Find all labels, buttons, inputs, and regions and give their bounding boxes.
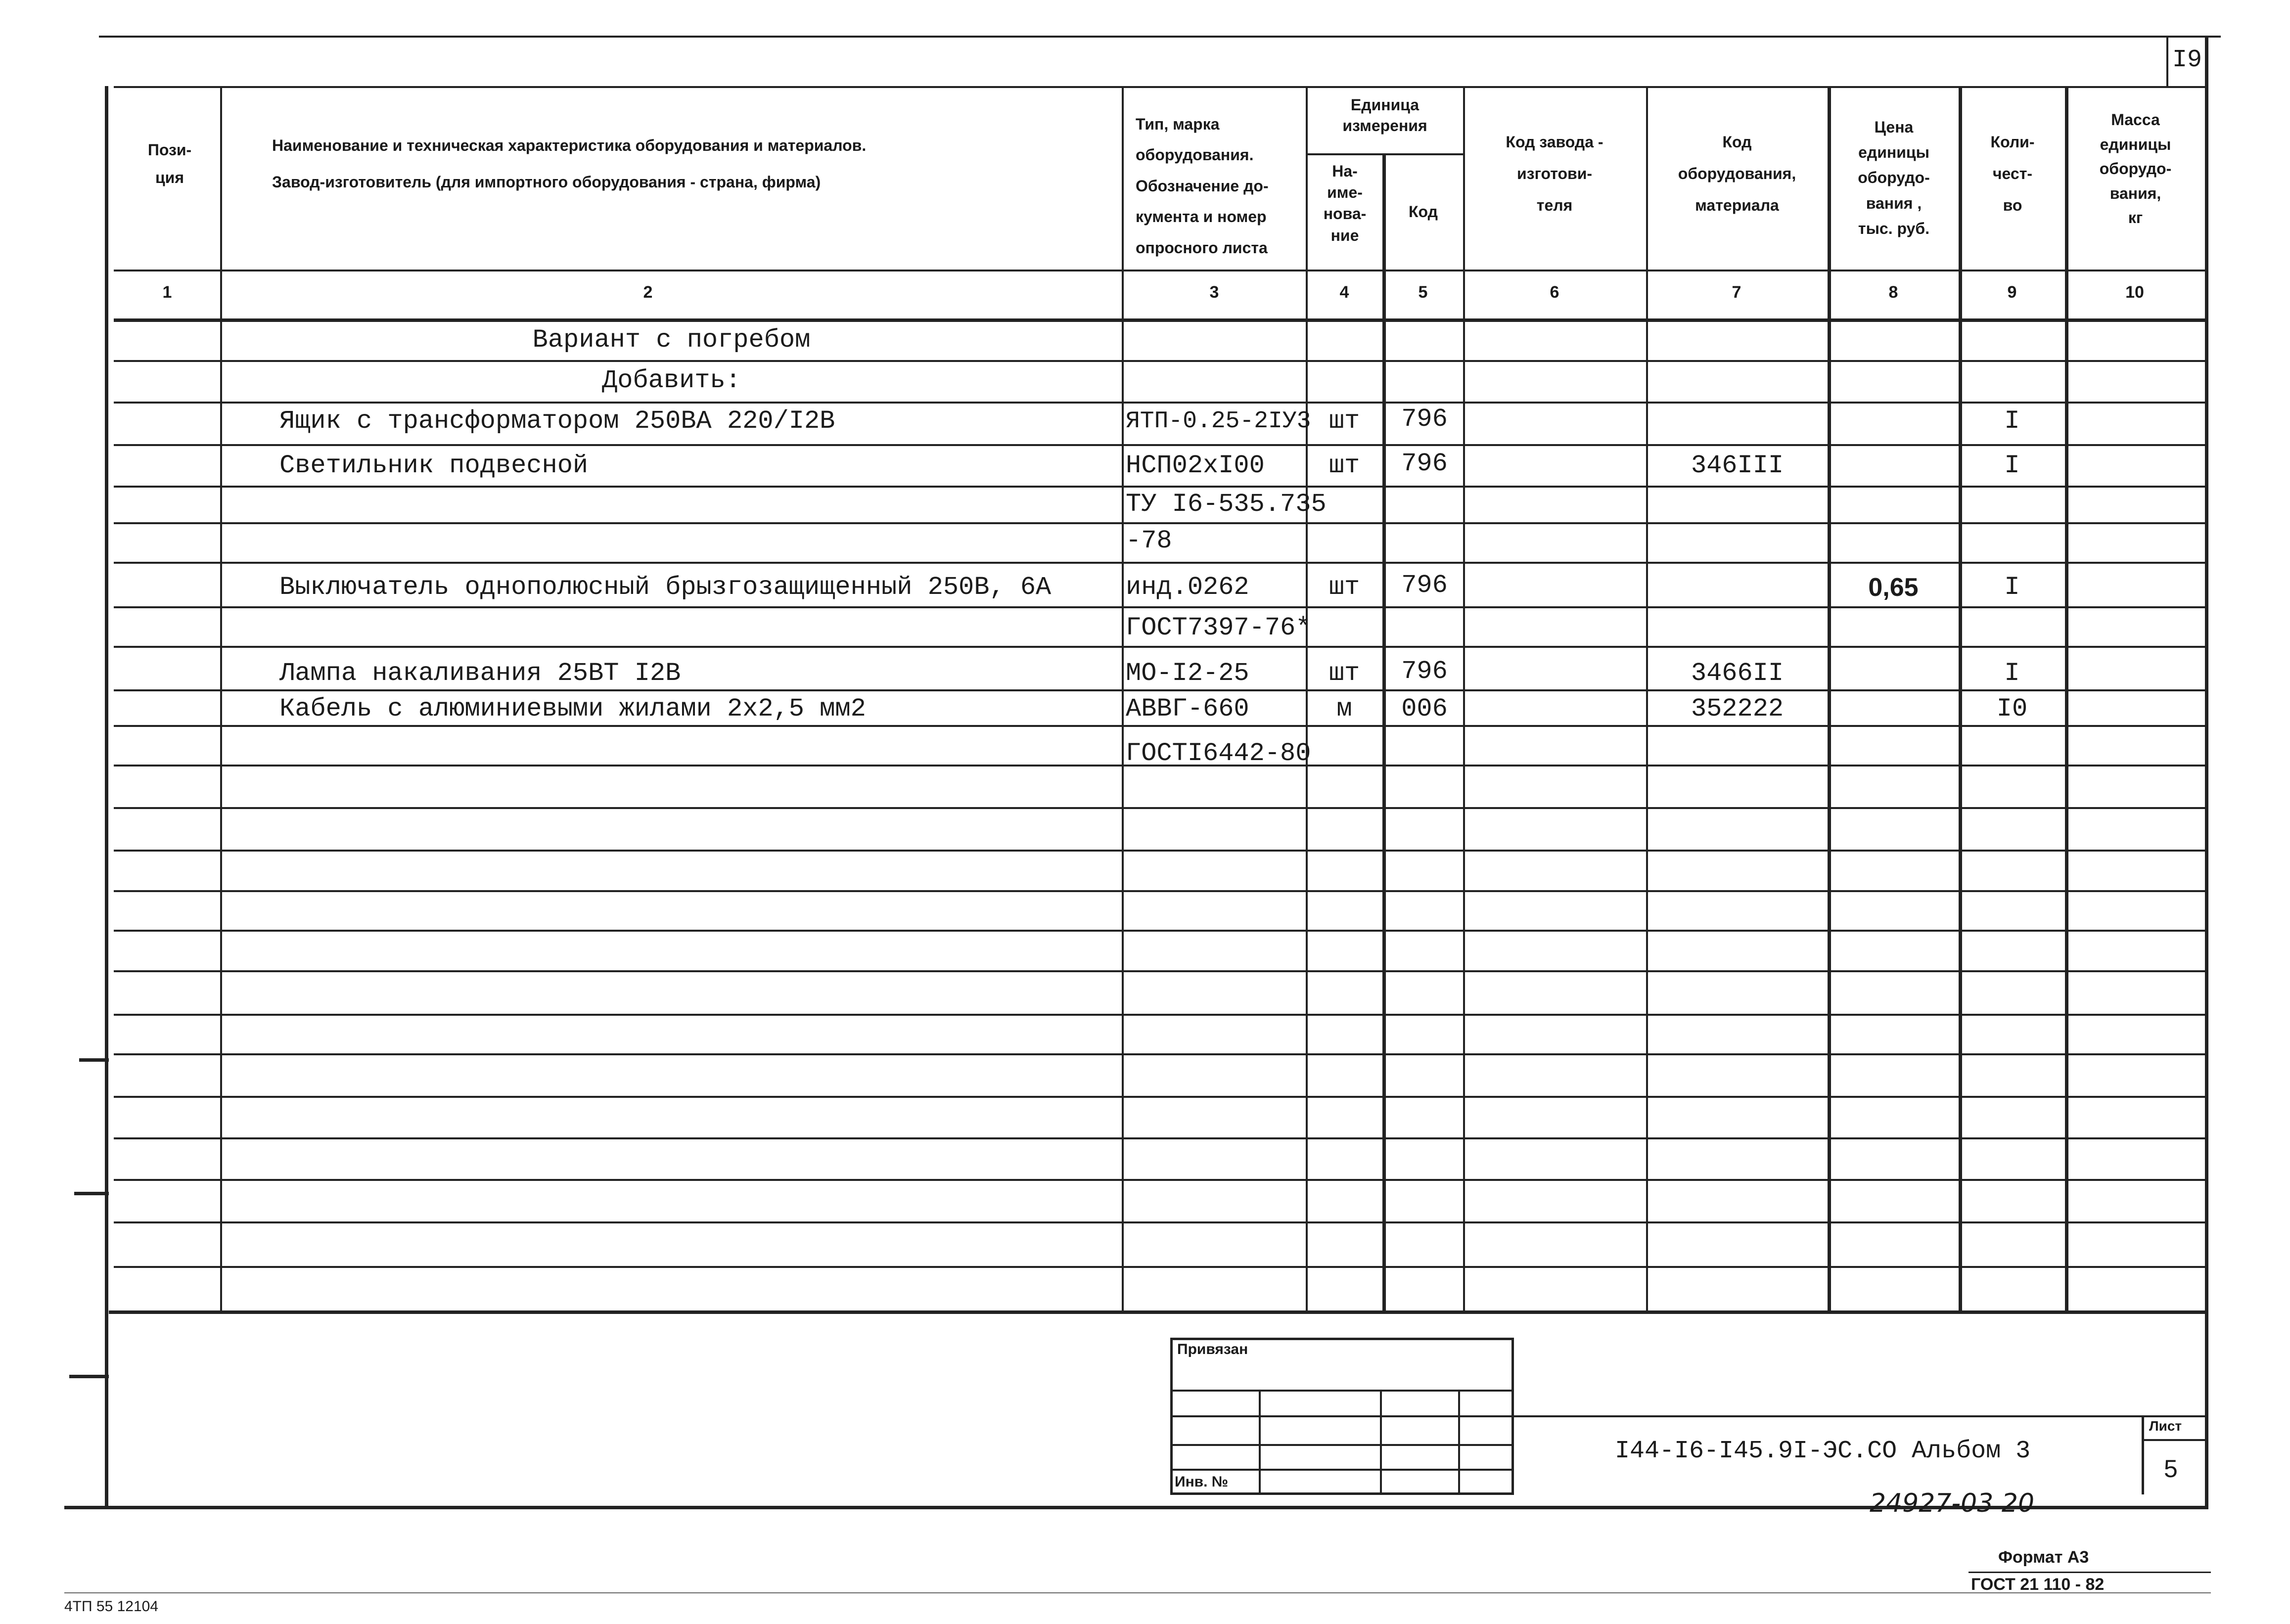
row-separator [114,606,2206,608]
header-col3-line: Тип, марка [1136,115,1220,133]
row-type: МО-I2-25 [1126,659,1249,688]
header-col2-line2: Завод-изготовитель (для импортного оборудования - страна, фирма) [272,173,821,191]
header-col10-line: кг [2128,209,2143,227]
row-separator [114,1221,2206,1223]
bound-box-line [1170,1444,1514,1446]
sheet-box-line [2142,1439,2205,1441]
document-code: I44-I6-I45.9I-ЭС.СО Альбом 3 [1615,1437,2031,1465]
col-divider-4 [1382,153,1386,1310]
sheet-label: Лист [2149,1418,2182,1434]
header-col10-line: оборудо- [2099,160,2172,178]
binding-tick [79,1058,109,1062]
row-unit: шт [1328,451,1360,480]
row-code: 796 [1401,405,1448,434]
row-type: ГОСТI6442-80 [1126,739,1311,768]
header-col10 [2067,108,2203,230]
header-col4-line: На- [1332,162,1358,180]
row-type: ЯТП-0.25-2IУ3 [1126,408,1311,435]
row-code: 796 [1401,571,1448,600]
header-col4-line: име- [1327,183,1363,202]
header-unit-title [1308,95,1462,136]
header-col10-line: единицы [2100,135,2171,153]
colnum-9: 9 [2007,283,2017,302]
gost-label: ГОСТ 21 110 - 82 [1971,1575,2105,1594]
header-col10-line: вания, [2109,184,2161,202]
sheet-box-left [2166,36,2168,86]
row-type: инд.0262 [1126,573,1249,602]
row-type: ГОСТ7397-76* [1126,613,1311,642]
format-label: Формат А3 [1998,1548,2089,1567]
header-col8-line: единицы [1858,143,1929,162]
header-col4 [1308,161,1381,246]
row-unit: шт [1328,573,1360,602]
header-col7-line: материала [1695,196,1779,214]
bound-box-vline [1380,1390,1382,1495]
inv-label: Инв. № [1175,1474,1229,1490]
bound-label: Привязан [1177,1341,1248,1357]
row-separator [114,646,2206,648]
header-col8-line: вания , [1866,194,1922,212]
col-divider-6 [1646,86,1648,1310]
header-col1-line: ция [155,169,184,186]
unit-subheader-line [1306,153,1463,155]
colnum-1: 1 [162,283,172,302]
row-separator [114,360,2206,362]
row-separator [114,444,2206,446]
row-name: Кабель с алюминиевыми жилами 2х2,5 мм2 [279,694,866,723]
header-col7-line: Код [1722,133,1752,151]
header-col8 [1830,115,1958,241]
row-name: Выключатель однополюсный брызгозащищенный 250В, 6А [279,573,1052,602]
header-col1 [123,136,217,191]
row-separator [114,486,2206,488]
header-unit-title-line: измерения [1342,116,1427,135]
row-unit: м [1336,694,1352,723]
frame-right-line [2205,36,2208,1509]
header-col9 [1961,126,2064,221]
row-separator [114,1179,2206,1181]
top-border-line [99,36,2221,38]
row-separator [114,689,2206,691]
bound-box-vline [1458,1390,1460,1495]
row-separator [114,1137,2206,1139]
header-col6 [1465,126,1644,221]
binding-tick [69,1375,109,1378]
row-equip-code: 346III [1691,451,1784,480]
row-code: 006 [1401,694,1448,723]
header-col3 [1136,109,1304,263]
colnum-2: 2 [643,283,653,302]
row-name: Лампа накаливания 25ВТ I2В [279,659,681,688]
col-divider-8 [1959,86,1962,1310]
row-separator [114,1096,2206,1098]
row-name: Светильник подвесной [279,451,589,480]
col-divider-2 [1122,86,1124,1310]
header-col8-line: тыс. руб. [1858,219,1930,237]
frame-left-line [105,86,108,1508]
colnum-4: 4 [1339,283,1349,302]
row-qty: I [2004,659,2020,688]
row-unit: шт [1328,406,1360,436]
colnum-7: 7 [1732,283,1741,302]
col-divider-9 [2065,86,2068,1310]
sheet-number-top: I9 [2172,46,2202,74]
handwritten-number: 24927-03 20 [1870,1489,2035,1518]
row-type: -78 [1126,526,1172,555]
header-col1-line: Пози- [147,141,192,159]
header-col7-line: оборудования, [1678,165,1796,182]
row-separator [114,970,2206,972]
colnum-5: 5 [1418,283,1428,302]
row-separator [114,890,2206,892]
row-unit: шт [1328,659,1360,688]
row-separator [114,725,2206,727]
header-col3-line: опросного листа [1136,238,1268,257]
header-col9-line: чест- [1992,165,2033,182]
col-divider-5 [1463,86,1465,1310]
row-separator [114,1014,2206,1016]
header-bottom-line [114,270,2206,271]
header-col4-line: нова- [1323,205,1367,223]
row-qty: I [2004,451,2020,480]
colnum-8: 8 [1888,283,1898,302]
header-col6-line: изготови- [1516,165,1593,182]
col-divider-3 [1306,86,1308,1310]
row-type: ТУ I6-535.735 [1126,490,1327,519]
header-unit-title-line: Единица [1350,96,1420,114]
row-equip-code: 352222 [1691,694,1784,723]
row-type: АВВГ-660 [1126,694,1249,723]
bound-box-line [1170,1415,1514,1417]
row-type: НСП02хI00 [1126,451,1265,480]
row-equip-code: 3466II [1691,659,1784,688]
colnum-6: 6 [1550,283,1559,302]
row-separator [114,1266,2206,1268]
row-code: 796 [1401,449,1448,478]
row-price: 0,65 [1868,573,1919,602]
colnum-10: 10 [2125,283,2144,302]
header-col7 [1648,126,1826,221]
row-qty: I [2004,573,2020,602]
header-col4-line: ние [1330,226,1359,244]
row-separator [114,1053,2206,1055]
header-col9-line: Коли- [1990,133,2035,151]
bound-box-line [1170,1390,1514,1392]
bottom-left-code: 4ТП 55 12104 [64,1598,159,1615]
row-name: Вариант с погребом [532,325,811,355]
row-qty: I [2004,406,2020,436]
row-separator [114,402,2206,404]
col-divider-1 [220,86,222,1310]
table-top-line [114,86,2206,88]
row-separator [114,930,2206,932]
row-separator [114,562,2206,564]
header-col3-line: оборудования. [1136,146,1254,164]
col-divider-7 [1828,86,1831,1310]
doc-code-top-line [1514,1415,2205,1417]
sheet-value: 5 [2164,1455,2178,1483]
table-bottom-line [109,1310,2206,1314]
header-col5: Код [1409,203,1438,221]
header-col8-line: оборудо- [1858,169,1930,187]
bound-box-vline [1259,1390,1261,1495]
page-bottom-edge [64,1592,2211,1593]
header-col2-line1: Наименование и техническая характеристика оборудования и материалов. [272,136,867,154]
header-col6-line: теля [1536,196,1573,214]
header-col6-line: Код завода - [1506,133,1603,151]
header-col3-line: Обозначение до- [1136,177,1269,195]
footer-line [1969,1572,2211,1573]
row-separator [114,850,2206,852]
header-col10-line: Масса [2111,111,2160,129]
row-separator [114,522,2206,524]
bound-box-line [1170,1469,1514,1471]
row-code: 796 [1401,657,1448,686]
header-col2 [272,132,1113,196]
row-separator [114,807,2206,809]
binding-tick [74,1192,109,1195]
row-name: Добавить: [602,366,741,395]
header-col8-line: Цена [1874,118,1914,136]
header-col3-line: кумента и номер [1136,208,1267,226]
header-col9-line: во [2003,196,2022,214]
colnum-bottom-line [114,318,2206,322]
row-name: Ящик с трансформатором 250ВА 220/I2В [279,406,835,436]
row-qty: I0 [1996,694,2028,723]
colnum-3: 3 [1209,283,1219,302]
